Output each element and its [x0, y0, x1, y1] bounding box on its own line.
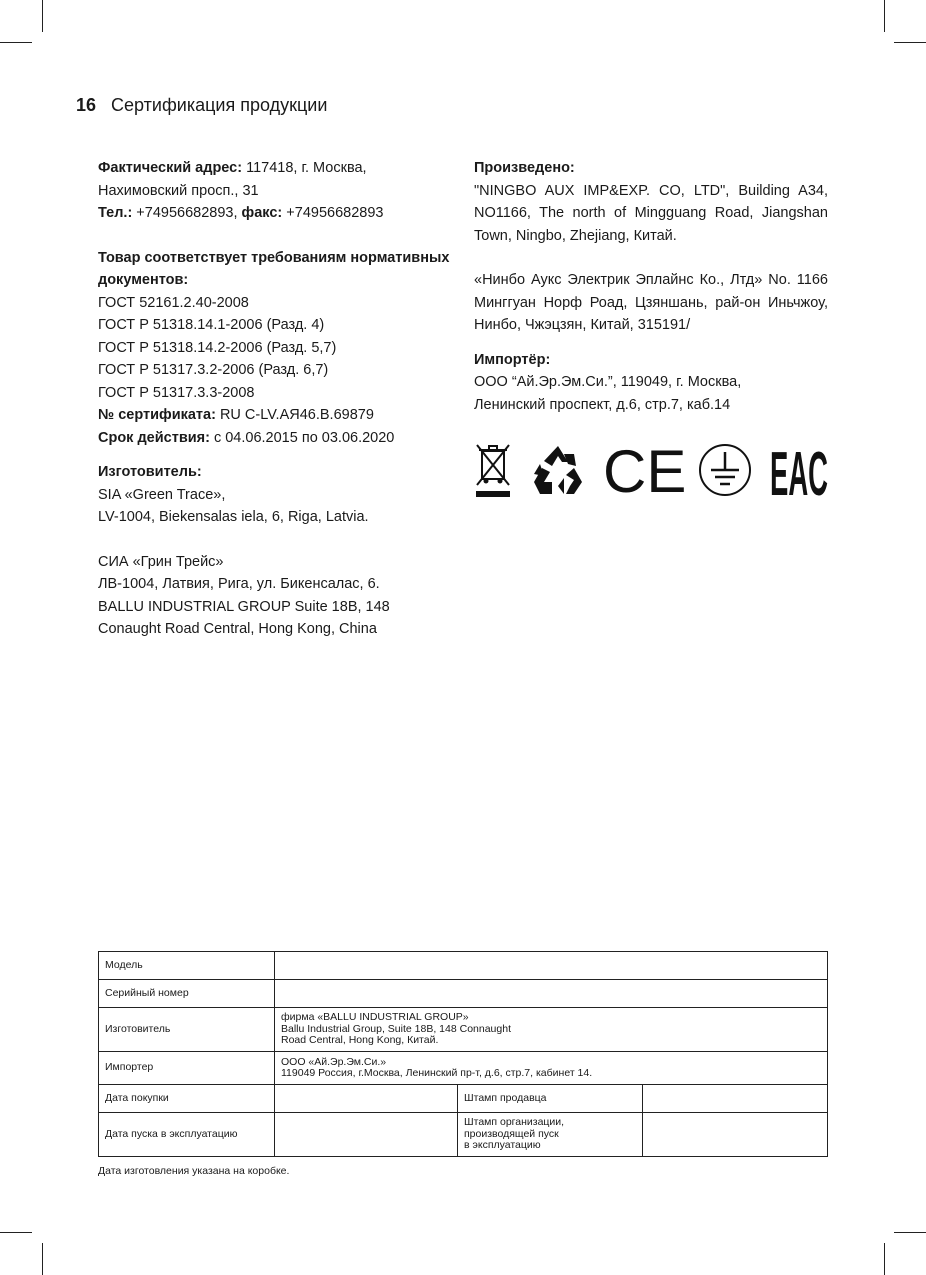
crop-mark: [42, 1243, 43, 1275]
address: [98, 157, 458, 202]
left-column: [98, 157, 458, 641]
produced-ru-text: «Нинбо Аукс Электрик Эплайнс Ко., Лтд» No. 1166 Минггуан Норф Роад, Цзяншань, рай-он Иньчжоу, Нинбо, Чжэцзян, Китай, 315191/: [474, 272, 828, 333]
tel-value: +74956682893,: [132, 205, 242, 221]
standard-item: ГОСТ 52161.2.40-2008: [98, 294, 249, 311]
crop-mark: [884, 1243, 885, 1275]
standard-item: ГОСТ Р 51317.3.3-2008: [98, 384, 255, 401]
fax-label: факс:: [241, 205, 283, 221]
manufacturer-ru-line: BALLU INDUSTRIAL GROUP Suite 18B, 148: [98, 598, 390, 615]
ce-mark-icon: [603, 438, 687, 505]
purchase-date-field[interactable]: [275, 1085, 458, 1113]
certification-logos: [474, 438, 830, 509]
cert-label: № сертификата:: [98, 407, 216, 423]
manufacturer-ru-line: Conaught Road Central, Hong Kong, China: [98, 621, 377, 637]
table-row: [99, 952, 828, 980]
cert-value: RU C-LV.АЯ46.В.69879: [215, 407, 374, 423]
tel-label: Тел.:: [98, 205, 133, 221]
table-row: [99, 1052, 828, 1085]
manufacturer-heading: Изготовитель:: [98, 464, 202, 480]
installer-stamp-field[interactable]: [643, 1113, 828, 1157]
installer-stamp-label: Штамп организации, производящей пуск в эксплуатацию: [458, 1113, 643, 1157]
page-header: [76, 95, 327, 116]
eac-mark-icon: [770, 440, 830, 509]
seller-stamp-field[interactable]: [643, 1085, 828, 1113]
table-row: [99, 980, 828, 1008]
model-label: Модель: [99, 952, 275, 980]
validity: [98, 427, 458, 450]
manufacturer-label: Изготовитель: [99, 1008, 275, 1052]
validity-label: Срок действия:: [98, 429, 210, 446]
manufacturer-line: SIA «Green Trace»,: [98, 486, 226, 503]
crop-mark: [0, 1232, 32, 1233]
page-number: 16: [76, 95, 97, 115]
table-row: [99, 1113, 828, 1157]
commission-date-field[interactable]: [275, 1113, 458, 1157]
recycle-icon: [530, 442, 586, 498]
seller-stamp-label: Штамп продавца: [458, 1085, 643, 1113]
compliance-heading: Товар соответствует требованиям нормативных документов:: [98, 249, 450, 288]
certificate: [98, 404, 458, 427]
ce-text: CE: [603, 438, 687, 505]
address-label: Фактический адрес:: [98, 160, 243, 176]
serial-label: Серийный номер: [99, 980, 275, 1008]
warranty-table: [98, 951, 828, 1157]
protective-earth-icon: [697, 442, 753, 498]
table-row: [99, 1008, 828, 1052]
manufacture-date-note: Дата изготовления указана на коробке.: [98, 1165, 290, 1177]
standard-item: ГОСТ Р 51317.3.2-2006 (Разд. 6,7): [98, 362, 329, 378]
crop-mark: [0, 42, 32, 43]
table-row: [99, 1085, 828, 1113]
serial-field[interactable]: [275, 980, 828, 1008]
page-title: Сертификация продукции: [111, 95, 328, 115]
fax-value: +74956682893: [282, 205, 384, 221]
manufacturer-ru-line: ЛВ-1004, Латвия, Рига, ул. Бикенсалас, 6.: [98, 576, 380, 592]
address-value: 117418, г. Москва, Нахимовский просп., 31: [98, 160, 367, 199]
crop-mark: [894, 1232, 926, 1233]
contacts: [98, 202, 458, 225]
crop-mark: [884, 0, 885, 32]
importer-value: ООО «Ай.Эр.Эм.Си.» 119049 Россия, г.Москва, Ленинский пр-т, д.6, стр.7, кабинет 14.: [275, 1052, 828, 1085]
produced-heading: Произведено:: [474, 160, 575, 176]
importer-line: ООО “Ай.Эр.Эм.Си.”, 119049, г. Москва,: [474, 374, 742, 390]
commission-date-label: Дата пуска в эксплуатацию: [99, 1113, 275, 1157]
crop-mark: [894, 42, 926, 43]
standard-item: ГОСТ Р 51318.14.1-2006 (Разд. 4): [98, 317, 325, 333]
eac-text: EAC: [770, 440, 828, 509]
crossed-bin-icon: [474, 441, 512, 499]
purchase-date-label: Дата покупки: [99, 1085, 275, 1113]
manufacturer-line: LV-1004, Biekensalas iela, 6, Riga, Latvia.: [98, 509, 369, 525]
crop-mark: [42, 0, 43, 32]
standard-item: ГОСТ Р 51318.14.2-2006 (Разд. 5,7): [98, 339, 337, 356]
importer-line: Ленинский проспект, д.6, стр.7, каб.14: [474, 396, 731, 413]
manufacturer-ru-line: СИА «Грин Трейс»: [98, 553, 224, 570]
importer-label: Импортер: [99, 1052, 275, 1085]
validity-value: с 04.06.2015 по 03.06.2020: [209, 429, 395, 446]
importer-heading: Импортёр:: [474, 351, 551, 368]
produced-text: "NINGBO AUX IMP&EXP. CO, LTD", Building A34, NO1166, The north of Mingguang Road, Jiangshan Town, Ningbo, Zhejiang, Китай.: [474, 182, 828, 244]
model-field[interactable]: [275, 952, 828, 980]
manufacturer-value: фирма «BALLU INDUSTRIAL GROUP» Ballu Industrial Group, Suite 18B, 148 Connaught Road Central, Hong Kong, Китай.: [275, 1008, 828, 1052]
right-column: [474, 157, 828, 416]
